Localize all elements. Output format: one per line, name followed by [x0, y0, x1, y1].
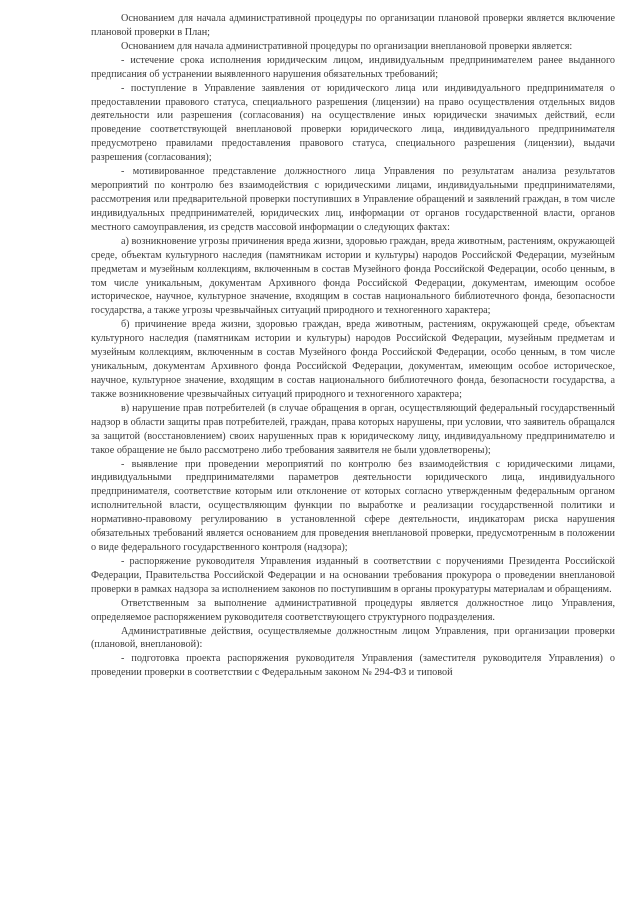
sub-item-a: а) возникновение угрозы причинения вреда жизни, здоровью граждан, вреда животным, растениям, окружающей среде, объектам культурного наследия (памятникам истории и культуры) народов Российской Федерации, музейным предметам и музейным коллекциям, включенным в состав Музейного фонда Российской Федерации, особо ценным, в том числе уникальным, документам Архивного фонда Российской Федерации, документам, имеющим особое историческое, научное, культурное значение, входящим в состав национального библиотечного фонда, безопасности государства, а также угрозы чрезвычайных ситуаций природного и техногенного характера;	[91, 235, 615, 317]
list-item: - истечение срока исполнения юридическим лицом, индивидуальным предпринимателем ранее выданного предписания об устранении выявленного нарушения обязательных требований;	[91, 54, 615, 80]
sub-item-c: в) нарушение прав потребителей (в случае обращения в орган, осуществляющий федеральный государственный надзор в области защиты прав потребителей, граждан, права которых нарушены, при условии, что заявитель обращался за защитой (восстановлением) своих нарушенных прав к юридическому лицу, индивидуальному предпринимателю и такое обращение не было рассмотрено либо требования заявителя не были удовлетворены);	[91, 402, 615, 456]
sub-item-b: б) причинение вреда жизни, здоровью граждан, вреда животным, растениям, окружающей среде, объектам культурного наследия (памятникам истории и культуры) народов Российской Федерации, музейным предметам и музейным коллекциям, включенным в состав Музейного фонда Российской Федерации, особо ценным, в том числе уникальным, документам Архивного фонда Российской Федерации, документам, имеющим особое историческое, научное, культурное значение, входящим в состав национального библиотечного фонда, безопасности государства, а также возникновение чрезвычайных ситуаций природного и техногенного характера;	[91, 319, 615, 400]
list-item: - подготовка проекта распоряжения руководителя Управления (заместителя руководителя Управления) о проведении проверки в соответствии с Федеральным законом № 294-ФЗ и типовой	[91, 653, 615, 679]
list-item: - выявление при проведении мероприятий по контролю без взаимодействия с юридическими лицами, индивидуальными предпринимателями параметров деятельности юридического лица, индивидуального предпринимателя, соответствие которым или отклонение от которых согласно утвержденным федеральным органом исполнительной власти, осуществляющим функции по выработке и реализации государственной политики и нормативно-правовому регулированию в установленной сфере деятельности, индикаторам риска нарушения обязательных требований является основанием для проведения внеплановой проверки, предусмотренным в положении о виде федерального государственного контроля (надзора);	[91, 458, 615, 554]
list-item: - мотивированное представление должностного лица Управления по результатам анализа результатов мероприятий по контролю без взаимодействия с юридическими лицами, индивидуальными предпринимателями, рассмотрения или предварительной проверки поступивших в Управление обращений и заявлений граждан, в том числе индивидуальных предпринимателей, юридических лиц, информации от органов государственной власти, органов местного самоуправления, из средств массовой информации о следующих фактах:	[91, 166, 615, 233]
paragraph: Основанием для начала административной процедуры по организации плановой проверки является включение плановой проверки в План;	[91, 13, 615, 38]
paragraph: Административные действия, осуществляемые должностным лицом Управления, при организации проверки (плановой, внеплановой):	[91, 625, 615, 651]
list-item: - поступление в Управление заявления от юридического лица или индивидуального предпринимателя о предоставлении правового статуса, специального разрешения (лицензии) на право осуществления отдельных видов деятельности или разрешения (согласования) на осуществление иных юридически значимых действий, если проведение соответствующей внеплановой проверки юридического лица, индивидуального предпринимателя предусмотрено правилами предоставления правового статуса, специального разрешения (лицензии), выдачи разрешения (согласования);	[91, 82, 615, 164]
paragraph: Основанием для начала административной процедуры по организации внеплановой проверки является:	[121, 40, 573, 52]
paragraph: Ответственным за выполнение административной процедуры является должностное лицо Управления, определяемое распоряжением руководителя соответствующего структурного подразделения.	[91, 597, 615, 623]
list-item: - распоряжение руководителя Управления изданный в соответствии с поручениями Президента Российской Федерации, Правительства Российской Федерации и на основании требования прокурора о проведении внеплановой проверки в рамках надзора за исполнением законов по поступившим в органы прокуратуры материалам и обращениям.	[91, 555, 615, 595]
